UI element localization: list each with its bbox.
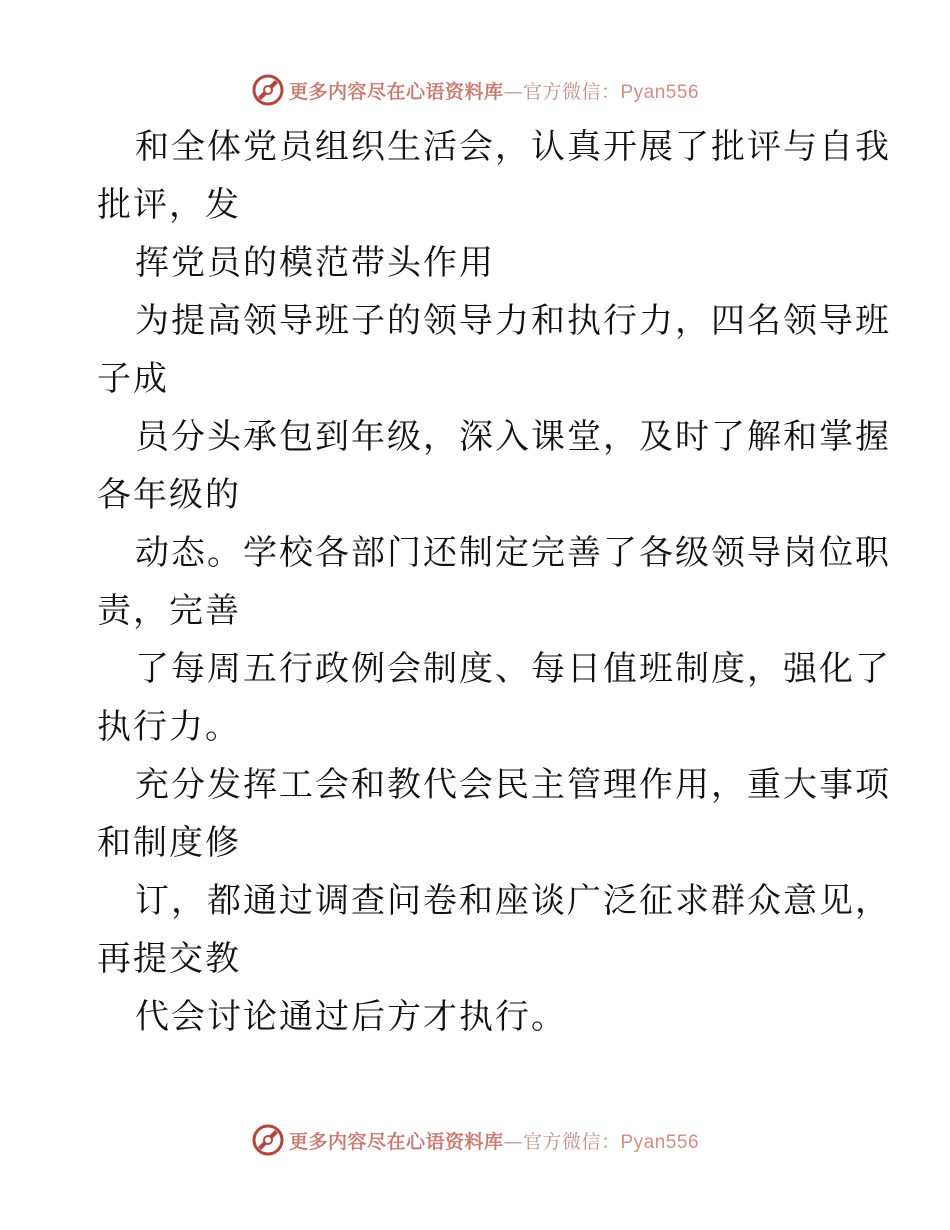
- body-line: 再提交教: [97, 939, 241, 979]
- brand-logo-icon: [251, 1123, 285, 1157]
- header-banner-text: [289, 77, 699, 104]
- header-banner: [0, 70, 950, 110]
- footer-dash: —: [503, 1130, 523, 1153]
- header-wechat-label: 官方微信：: [522, 80, 621, 103]
- footer-banner-text: [289, 1127, 699, 1154]
- footer-wechat-id: Pyan556: [620, 1131, 700, 1153]
- body-line: 充分发挥工会和教代会民主管理作用，重大事项: [135, 765, 891, 805]
- body-line: 挥党员的模范带头作用: [135, 243, 495, 283]
- body-line: 执行力。: [97, 707, 241, 747]
- body-line: 各年级的: [97, 475, 241, 515]
- body-line: 为提高领导班子的领导力和执行力，四名领导班: [135, 301, 891, 341]
- body-line: 子成: [97, 359, 169, 399]
- brand-logo-icon: [251, 73, 285, 107]
- body-line: 批评，发: [97, 185, 241, 225]
- body-line: 了每周五行政例会制度、每日值班制度，强化了: [135, 649, 891, 689]
- header-dash: —: [503, 80, 523, 103]
- footer-wechat-label: 官方微信：: [522, 1130, 621, 1153]
- header-wechat-id: Pyan556: [620, 81, 700, 103]
- body-line: 员分头承包到年级，深入课堂，及时了解和掌握: [135, 417, 891, 457]
- body-line: 和制度修: [97, 823, 241, 863]
- body-line: 代会讨论通过后方才执行。: [135, 997, 567, 1037]
- body-line: 和全体党员组织生活会，认真开展了批评与自我: [135, 127, 891, 167]
- document-body: [97, 118, 891, 1046]
- body-line: 责，完善: [97, 591, 241, 631]
- body-line: 动态。学校各部门还制定完善了各级领导岗位职: [135, 533, 891, 573]
- footer-banner: [0, 1120, 950, 1160]
- header-brand: 更多内容尽在心语资料库: [288, 80, 504, 103]
- body-line: 订，都通过调查问卷和座谈广泛征求群众意见，: [135, 881, 891, 921]
- footer-brand: 更多内容尽在心语资料库: [288, 1130, 504, 1153]
